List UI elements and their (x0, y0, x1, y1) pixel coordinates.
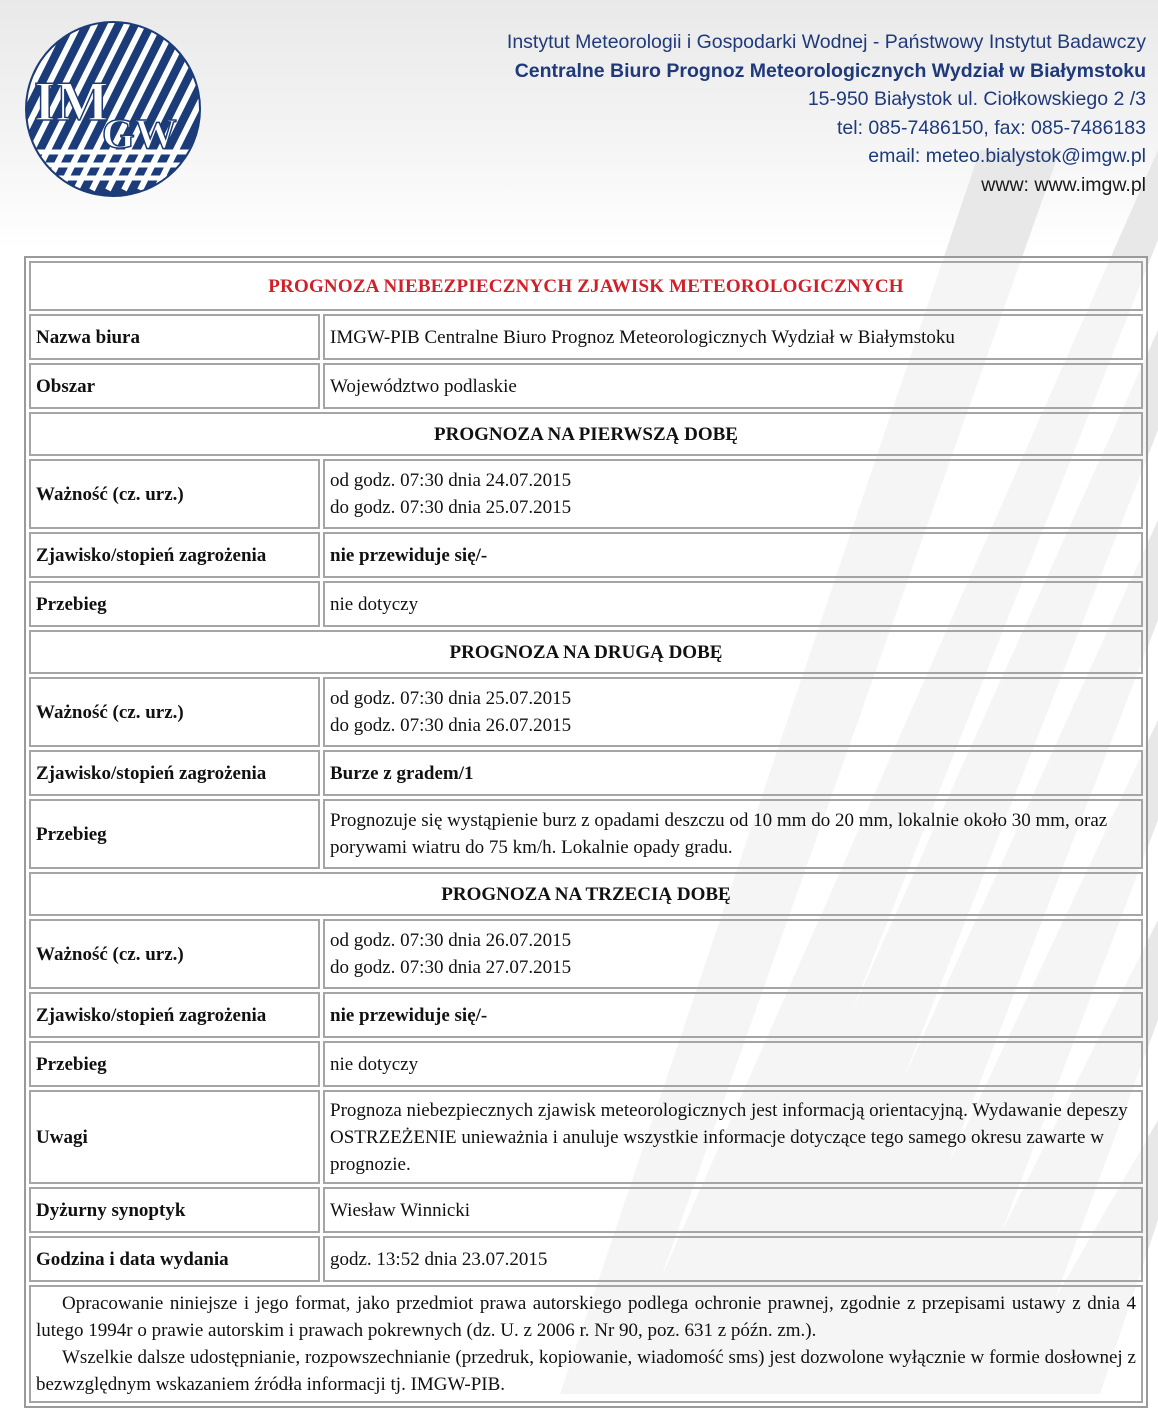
logo-text-im: IM (34, 71, 109, 133)
office-row (29, 314, 1143, 360)
day1-phenomenon-row (29, 532, 1143, 578)
day1-course-value: nie dotyczy (323, 581, 1143, 627)
day1-course-label: Przebieg (29, 581, 320, 627)
day1-validity-label: Ważność (cz. urz.) (29, 459, 320, 529)
day3-validity-to: do godz. 07:30 dnia 27.07.2015 (330, 957, 572, 978)
day2-course-value: Prognozuje się wystąpienie burz z opadami deszczu od 10 mm do 20 mm, lokalnie około 30 mm, oraz porywami wiatru do 75 km/h. Lokalnie opady gradu. (323, 799, 1143, 869)
office-label: Nazwa biura (29, 314, 320, 360)
day3-validity-row (29, 919, 1143, 989)
forecast-table (26, 258, 1146, 1406)
document-title: PROGNOZA NIEBEZPIECZNYCH ZJAWISK METEOROLOGICZNYCH (29, 261, 1143, 311)
day1-validity-value (323, 459, 1143, 529)
day3-heading-row (29, 872, 1143, 916)
day2-validity-row (29, 677, 1143, 747)
area-row (29, 363, 1143, 409)
day1-validity-to: do godz. 07:30 dnia 25.07.2015 (330, 497, 572, 518)
institute-header (507, 28, 1146, 200)
day2-validity-to: do godz. 07:30 dnia 26.07.2015 (330, 715, 572, 736)
day2-validity-label: Ważność (cz. urz.) (29, 677, 320, 747)
day3-phenomenon-label: Zjawisko/stopień zagrożenia (29, 992, 320, 1038)
logo-text-gw: GW (102, 112, 177, 158)
day1-heading: PROGNOZA NA PIERWSZĄ DOBĘ (29, 412, 1143, 456)
day2-validity-from: od godz. 07:30 dnia 25.07.2015 (330, 688, 572, 709)
bureau-name: Centralne Biuro Prognoz Meteorologicznych Wydział w Białymstoku (514, 59, 1146, 82)
day2-validity-value (323, 677, 1143, 747)
copyright-paragraph-2: Wszelkie dalsze udostępnianie, rozpowszechnianie (przedruk, kopiowanie, wiadomość sms) jest dozwolone wyłącznie w formie dosłownej z bezwzględnym wskazaniem źródła informacji tj. IMGW-PIB. (36, 1347, 1136, 1395)
website: www: www.imgw.pl (981, 173, 1146, 196)
day1-heading-row (29, 412, 1143, 456)
day2-course-label: Przebieg (29, 799, 320, 869)
copyright-notice (29, 1285, 1143, 1403)
phone-fax: tel: 085-7486150, fax: 085-7486183 (836, 116, 1146, 139)
title-row (29, 261, 1143, 311)
issued-label: Godzina i data wydania (29, 1236, 320, 1282)
day1-phenomenon-label: Zjawisko/stopień zagrożenia (29, 532, 320, 578)
day2-phenomenon-label: Zjawisko/stopień zagrożenia (29, 750, 320, 796)
copyright-paragraph-1: Opracowanie niniejsze i jego format, jako przedmiot prawa autorskiego podlega ochronie prawnej, zgodnie z przepisami ustawy z dnia 4 lutego 1994r o prawie autorskim i prawach pokrewnych (dz. U. z 2006 r. Nr 90, poz. 631 z późn. zm.). (36, 1293, 1136, 1341)
day3-validity-value (323, 919, 1143, 989)
day3-validity-label: Ważność (cz. urz.) (29, 919, 320, 989)
day1-phenomenon-value: nie przewiduje się/- (323, 532, 1143, 578)
day3-phenomenon-value: nie przewiduje się/- (323, 992, 1143, 1038)
day3-phenomenon-row (29, 992, 1143, 1038)
issued-value: godz. 13:52 dnia 23.07.2015 (323, 1236, 1143, 1282)
day2-course-row (29, 799, 1143, 869)
day3-course-row (29, 1041, 1143, 1087)
forecaster-row (29, 1187, 1143, 1233)
day3-validity-from: od godz. 07:30 dnia 26.07.2015 (330, 930, 572, 951)
day1-validity-from: od godz. 07:30 dnia 24.07.2015 (330, 470, 572, 491)
institute-name: Instytut Meteorologii i Gospodarki Wodnej - Państwowy Instytut Badawczy (506, 31, 1146, 53)
day2-heading-row (29, 630, 1143, 674)
area-label: Obszar (29, 363, 320, 409)
day1-course-row (29, 581, 1143, 627)
day3-heading: PROGNOZA NA TRZECIĄ DOBĘ (29, 872, 1143, 916)
email-contact: email: meteo.bialystok@imgw.pl (868, 145, 1146, 168)
office-value: IMGW-PIB Centralne Biuro Prognoz Meteorologicznych Wydział w Białymstoku (323, 314, 1143, 360)
issued-row (29, 1236, 1143, 1282)
area-value: Województwo podlaskie (323, 363, 1143, 409)
day2-heading: PROGNOZA NA DRUGĄ DOBĘ (29, 630, 1143, 674)
footer-row (29, 1285, 1143, 1403)
day2-phenomenon-value: Burze z gradem/1 (323, 750, 1143, 796)
forecast-document (24, 256, 1148, 1408)
imgw-logo (24, 20, 202, 198)
day1-validity-row (29, 459, 1143, 529)
forecaster-value: Wiesław Winnicki (323, 1187, 1143, 1233)
day3-course-label: Przebieg (29, 1041, 320, 1087)
day3-course-value: nie dotyczy (323, 1041, 1143, 1087)
day2-phenomenon-row (29, 750, 1143, 796)
address: 15-950 Białystok ul. Ciołkowskiego 2 /3 (807, 88, 1146, 111)
remarks-label: Uwagi (29, 1090, 320, 1184)
remarks-row (29, 1090, 1143, 1184)
remarks-value: Prognoza niebezpiecznych zjawisk meteorologicznych jest informacją orientacyjną. Wydawanie depeszy OSTRZEŻENIE unieważnia i anuluje wszystkie informacje dotyczące tego samego okresu zawarte w prognozie. (323, 1090, 1143, 1184)
forecaster-label: Dyżurny synoptyk (29, 1187, 320, 1233)
